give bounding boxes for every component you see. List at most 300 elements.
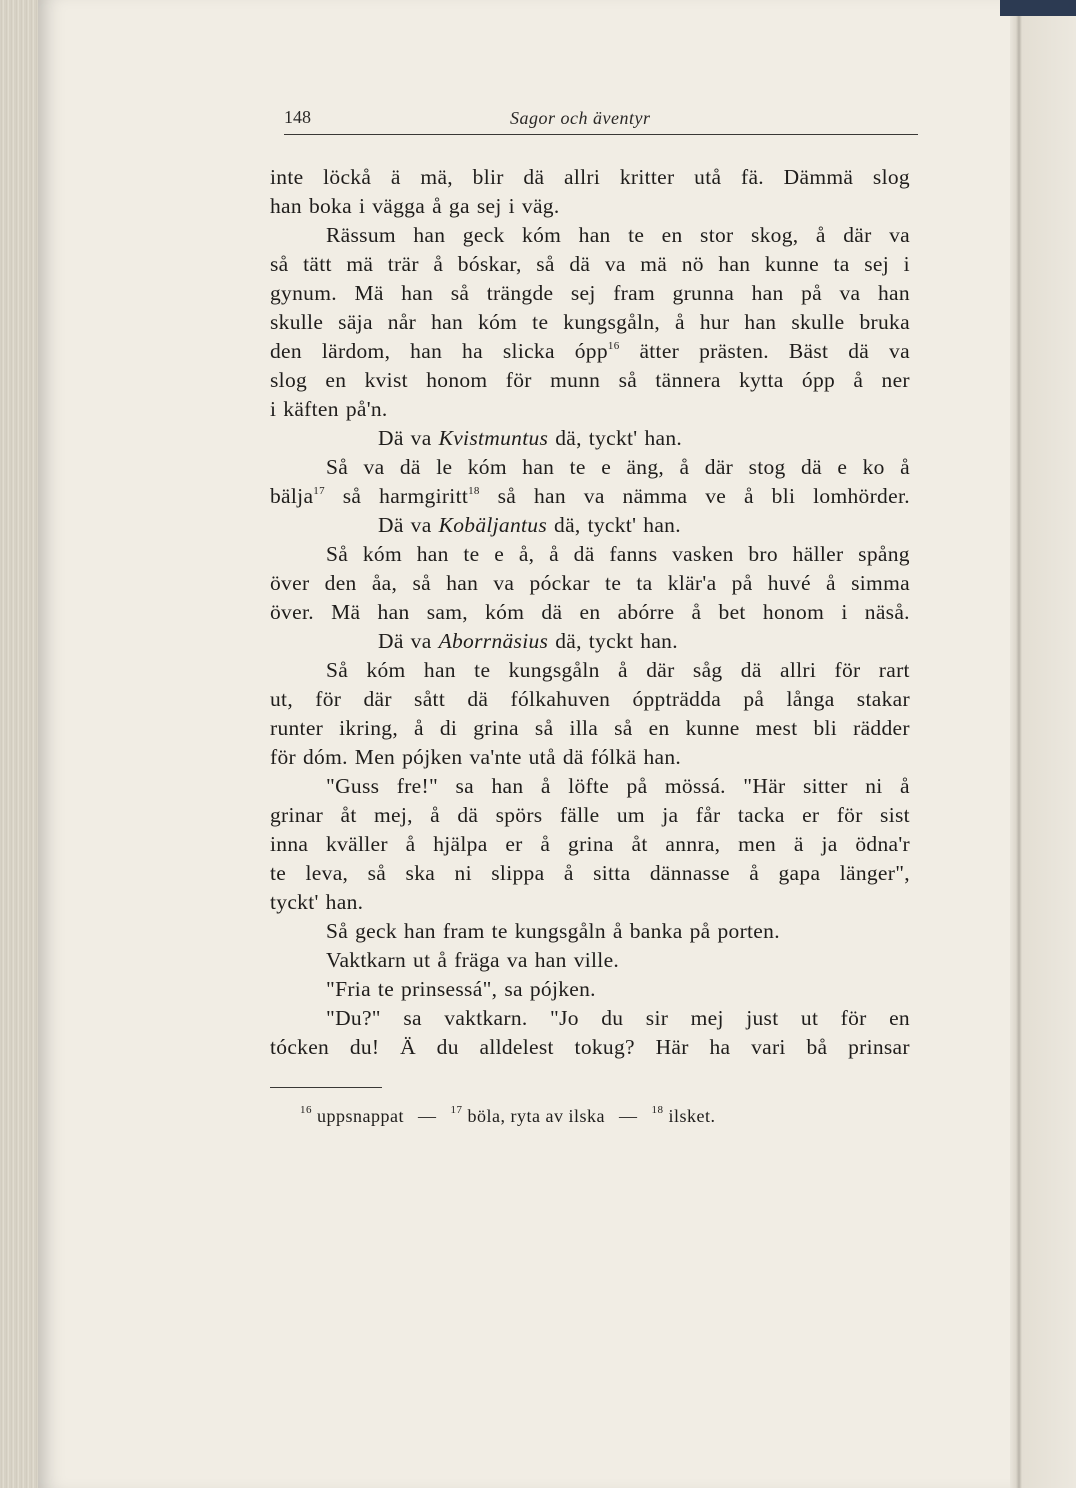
word: ä bbox=[793, 832, 804, 856]
word: Mä bbox=[354, 281, 384, 305]
page-header bbox=[284, 104, 918, 135]
word: på bbox=[626, 774, 648, 798]
footnotes bbox=[300, 1106, 729, 1127]
word: munn bbox=[550, 368, 601, 392]
word: Rässum bbox=[326, 223, 396, 247]
text-line bbox=[270, 308, 910, 337]
word: så bbox=[614, 716, 633, 740]
word: käften bbox=[283, 397, 339, 421]
word: för bbox=[840, 1006, 867, 1030]
word: nämma bbox=[622, 484, 688, 508]
footnote-separator: — bbox=[417, 1106, 437, 1126]
word: ä bbox=[390, 165, 401, 189]
word: ni bbox=[454, 861, 472, 885]
word: vägga bbox=[372, 194, 426, 218]
word: fram bbox=[613, 281, 655, 305]
word: Så bbox=[326, 658, 349, 682]
word: inte bbox=[270, 165, 304, 189]
word: harmgiritt$^{18}$ bbox=[379, 484, 480, 508]
word: tätt bbox=[303, 252, 332, 276]
word: där bbox=[843, 223, 872, 247]
word: pójken. bbox=[529, 977, 596, 1001]
word: löckå bbox=[323, 165, 372, 189]
word: dännasse bbox=[649, 861, 730, 885]
word: sa bbox=[403, 1006, 422, 1030]
word: ut, bbox=[270, 687, 293, 711]
word: bóskar, bbox=[457, 252, 522, 276]
word: va bbox=[506, 948, 528, 972]
word: honom bbox=[426, 368, 488, 392]
word: va bbox=[410, 513, 432, 537]
word: just bbox=[746, 1006, 779, 1030]
word: bet bbox=[718, 600, 746, 624]
word: sist bbox=[880, 803, 910, 827]
word: å bbox=[900, 774, 910, 798]
word: "Jo bbox=[550, 1006, 579, 1030]
word: slog bbox=[872, 165, 910, 189]
word: tyckt' bbox=[270, 890, 319, 914]
word: ut bbox=[413, 948, 431, 972]
word: så bbox=[497, 484, 517, 508]
word: ta bbox=[833, 252, 850, 276]
word: utå bbox=[528, 745, 556, 769]
word: en bbox=[325, 368, 347, 392]
word: ha bbox=[462, 339, 483, 363]
word: kóm bbox=[485, 600, 525, 624]
word: vasken bbox=[672, 542, 734, 566]
text-line bbox=[270, 424, 910, 453]
word: ko bbox=[862, 455, 885, 479]
text-line bbox=[270, 598, 910, 627]
word: mej, bbox=[373, 803, 413, 827]
word: över bbox=[270, 571, 310, 595]
word: kóm bbox=[478, 310, 518, 334]
word: te bbox=[463, 542, 480, 566]
word: rart bbox=[878, 658, 910, 682]
word: spörs bbox=[495, 803, 543, 827]
word: där bbox=[704, 455, 734, 479]
word: han bbox=[403, 919, 436, 943]
text-line bbox=[270, 221, 910, 250]
word: han bbox=[578, 223, 611, 247]
book-cover-corner bbox=[1000, 0, 1076, 16]
word: på'n. bbox=[345, 397, 388, 421]
word: mä bbox=[640, 252, 668, 276]
word: han bbox=[423, 658, 456, 682]
word: prinsar bbox=[848, 1035, 910, 1059]
word: så bbox=[618, 368, 638, 392]
word: slog bbox=[270, 368, 308, 392]
word: dóm. bbox=[302, 745, 348, 769]
word: sej bbox=[864, 252, 889, 276]
footnote-rule bbox=[270, 1087, 382, 1088]
word: e bbox=[494, 542, 505, 566]
word: va bbox=[410, 629, 432, 653]
word: å bbox=[826, 571, 836, 595]
word: tyckt' bbox=[587, 513, 637, 537]
word: óppträdda bbox=[632, 687, 722, 711]
word: han bbox=[401, 281, 434, 305]
word: å bbox=[432, 194, 442, 218]
word: han bbox=[744, 310, 777, 334]
word: te bbox=[532, 310, 549, 334]
word: inna bbox=[270, 832, 309, 856]
word: i bbox=[270, 397, 277, 421]
word: Mä bbox=[331, 600, 361, 624]
page-number: 148 bbox=[284, 107, 311, 127]
word: ska bbox=[405, 861, 436, 885]
word: ville. bbox=[573, 948, 620, 972]
text-line bbox=[270, 482, 910, 511]
text-line bbox=[270, 395, 910, 424]
word: bli bbox=[813, 716, 838, 740]
text-line bbox=[270, 540, 910, 569]
text-line bbox=[270, 627, 910, 656]
word: en bbox=[579, 600, 601, 624]
word: va bbox=[583, 484, 605, 508]
word: honom bbox=[762, 600, 825, 624]
footnote-mark: 17 bbox=[450, 1104, 463, 1116]
word: å bbox=[437, 948, 448, 972]
word: å bbox=[563, 861, 574, 885]
word: slicka bbox=[502, 339, 555, 363]
word: Kobäljantus bbox=[438, 513, 548, 537]
word: klär'a bbox=[667, 571, 717, 595]
word: för bbox=[505, 368, 532, 392]
word: i bbox=[903, 252, 910, 276]
word: gapa bbox=[778, 861, 821, 885]
word: gynum. bbox=[270, 281, 337, 305]
word: dä bbox=[541, 600, 563, 624]
word: fram bbox=[442, 919, 485, 943]
footnote-text: böla, ryta av ilska bbox=[462, 1106, 605, 1126]
word: dä bbox=[740, 658, 762, 682]
word: fre!" bbox=[396, 774, 439, 798]
word: dä, bbox=[555, 426, 582, 450]
word: han. bbox=[644, 426, 683, 450]
text-line bbox=[270, 685, 910, 714]
word: å bbox=[549, 542, 559, 566]
word: å, bbox=[518, 542, 535, 566]
word: å bbox=[618, 658, 628, 682]
word: boka bbox=[308, 194, 352, 218]
word: Så bbox=[326, 919, 349, 943]
word: banka bbox=[629, 919, 683, 943]
word: fólkä bbox=[590, 745, 637, 769]
word: kunne bbox=[685, 716, 740, 740]
text-line bbox=[270, 1004, 910, 1033]
word: i bbox=[841, 600, 848, 624]
word: å bbox=[675, 310, 685, 334]
text-line bbox=[270, 946, 910, 975]
word: å bbox=[853, 368, 864, 392]
text-line bbox=[270, 888, 910, 917]
word: um bbox=[616, 803, 645, 827]
word: åa, bbox=[371, 571, 398, 595]
word: han. bbox=[643, 513, 681, 537]
word: e bbox=[837, 455, 848, 479]
word: länger", bbox=[839, 861, 910, 885]
word: kóm bbox=[467, 455, 507, 479]
text-line bbox=[270, 511, 910, 540]
word: stakar bbox=[856, 687, 910, 711]
word: sej bbox=[476, 194, 502, 218]
word: te bbox=[270, 861, 287, 885]
footnote-text: uppsnappat bbox=[312, 1106, 404, 1126]
running-title: Sagor och äventyr bbox=[510, 108, 651, 128]
word: di bbox=[439, 716, 458, 740]
word: grunna bbox=[672, 281, 735, 305]
text-line bbox=[270, 279, 910, 308]
word: han. bbox=[640, 629, 678, 653]
word: mössá. bbox=[664, 774, 726, 798]
word: ut bbox=[800, 1006, 819, 1030]
word: ner bbox=[881, 368, 910, 392]
word: slippa bbox=[491, 861, 545, 885]
text-line bbox=[270, 569, 910, 598]
word: dä bbox=[848, 339, 870, 363]
word: va bbox=[839, 281, 861, 305]
word: i bbox=[358, 194, 366, 218]
footnote-ref: 16 bbox=[607, 340, 620, 352]
word: trängde bbox=[486, 281, 554, 305]
word: han bbox=[522, 455, 555, 479]
word: kytta bbox=[739, 368, 784, 392]
word: pójken bbox=[402, 745, 463, 769]
word: i bbox=[508, 194, 515, 218]
word: bå bbox=[806, 1035, 828, 1059]
word: bälja$^{17}$ bbox=[270, 484, 325, 508]
word: te bbox=[628, 223, 645, 247]
word: han bbox=[377, 600, 410, 624]
word: för bbox=[315, 687, 342, 711]
word: sam, bbox=[426, 600, 468, 624]
word: dä bbox=[562, 745, 584, 769]
word: för bbox=[836, 803, 863, 827]
word: bruka bbox=[859, 310, 910, 334]
word: en bbox=[661, 223, 683, 247]
word: han bbox=[877, 281, 910, 305]
word: ve bbox=[705, 484, 727, 508]
word: le bbox=[436, 455, 453, 479]
word: en bbox=[648, 716, 670, 740]
word: nö bbox=[681, 252, 704, 276]
word: trär bbox=[387, 252, 419, 276]
word: er bbox=[802, 803, 820, 827]
word: å bbox=[414, 716, 424, 740]
word: löfte bbox=[568, 774, 610, 798]
word: Så bbox=[326, 542, 349, 566]
text-line bbox=[270, 714, 910, 743]
word: tócken bbox=[270, 1035, 330, 1059]
word: han bbox=[534, 948, 567, 972]
word: sir bbox=[645, 1006, 669, 1030]
word: annra, bbox=[665, 832, 721, 856]
word: han. bbox=[643, 745, 682, 769]
word: han. bbox=[325, 890, 364, 914]
word: kóm bbox=[366, 658, 406, 682]
text-line bbox=[270, 192, 910, 221]
word: du bbox=[601, 1006, 624, 1030]
word: prinsessá", bbox=[401, 977, 498, 1001]
text-line bbox=[270, 366, 910, 395]
word: på bbox=[731, 571, 753, 595]
word: han bbox=[431, 310, 464, 334]
word: han bbox=[446, 571, 479, 595]
word: skulle bbox=[791, 310, 845, 334]
word: va bbox=[410, 426, 432, 450]
word: på bbox=[743, 687, 765, 711]
word: dä bbox=[569, 252, 591, 276]
word: så bbox=[536, 252, 555, 276]
word: tokug? bbox=[574, 1035, 635, 1059]
body-text bbox=[270, 163, 910, 1062]
word: så bbox=[342, 484, 362, 508]
word: allri bbox=[564, 165, 601, 189]
word: ta bbox=[636, 571, 653, 595]
word: dä bbox=[399, 455, 421, 479]
word: te bbox=[474, 658, 491, 682]
word: Dä bbox=[378, 426, 404, 450]
word: sa bbox=[504, 977, 523, 1001]
word: leva, bbox=[305, 861, 349, 885]
word: alldelest bbox=[479, 1035, 554, 1059]
word: åt bbox=[340, 803, 357, 827]
word: såg bbox=[692, 658, 723, 682]
word: Kvistmuntus bbox=[438, 426, 549, 450]
word: bro bbox=[748, 542, 778, 566]
word: tacka bbox=[737, 803, 785, 827]
text-line bbox=[270, 801, 910, 830]
word: allri bbox=[780, 658, 817, 682]
word: va bbox=[604, 252, 626, 276]
text-line bbox=[270, 656, 910, 685]
word: på bbox=[689, 919, 711, 943]
word: han bbox=[718, 252, 751, 276]
text-line bbox=[270, 337, 910, 366]
word: dä bbox=[467, 687, 489, 711]
word: runter bbox=[270, 716, 324, 740]
word: lärdom, bbox=[321, 339, 391, 363]
word: äng, bbox=[626, 455, 665, 479]
word: kunne bbox=[764, 252, 819, 276]
word: den bbox=[324, 571, 357, 595]
word: geck bbox=[462, 223, 505, 247]
word: ikring, bbox=[339, 716, 398, 740]
word: häller bbox=[792, 542, 844, 566]
word: å bbox=[691, 600, 702, 624]
word: kungsgåln, bbox=[563, 310, 661, 334]
word: du bbox=[436, 1035, 459, 1059]
word: å bbox=[405, 832, 416, 856]
word: utå bbox=[694, 165, 722, 189]
word: spång bbox=[858, 542, 910, 566]
footnote-item bbox=[651, 1106, 715, 1126]
word: Ä bbox=[400, 1035, 416, 1059]
word: va'nte bbox=[469, 745, 522, 769]
word: ópp$^{16}$ bbox=[574, 339, 620, 363]
word: där bbox=[646, 658, 675, 682]
facing-page-edge bbox=[1010, 0, 1076, 1488]
word: å bbox=[540, 774, 551, 798]
word: mest bbox=[755, 716, 798, 740]
word: å bbox=[679, 455, 690, 479]
word: bli bbox=[771, 484, 796, 508]
word: å bbox=[815, 223, 826, 247]
footnote-text: ilsket. bbox=[663, 1106, 716, 1126]
text-line bbox=[270, 830, 910, 859]
word: får bbox=[695, 803, 721, 827]
word: sått bbox=[414, 687, 446, 711]
word: ödna'r bbox=[855, 832, 910, 856]
word: dä, bbox=[555, 629, 582, 653]
word: Dä bbox=[378, 513, 404, 537]
word: å bbox=[749, 861, 760, 885]
word: han bbox=[751, 281, 784, 305]
word: så bbox=[412, 571, 431, 595]
word: å bbox=[540, 832, 551, 856]
footnote-mark: 18 bbox=[651, 1104, 664, 1116]
word: tännera bbox=[655, 368, 721, 392]
word: kungsgåln bbox=[514, 919, 606, 943]
text-line bbox=[270, 163, 910, 192]
word: fräga bbox=[454, 948, 500, 972]
text-line bbox=[270, 772, 910, 801]
word: er bbox=[505, 832, 523, 856]
word: du! bbox=[349, 1035, 380, 1059]
footnote-item bbox=[450, 1106, 604, 1126]
word: å bbox=[612, 919, 623, 943]
word: säja bbox=[338, 310, 373, 334]
word: huvé bbox=[767, 571, 811, 595]
word: så bbox=[450, 281, 470, 305]
word: "Du?" bbox=[326, 1006, 381, 1030]
word: så bbox=[534, 716, 554, 740]
word: kritter bbox=[619, 165, 675, 189]
word: han bbox=[270, 194, 302, 218]
word: Bäst bbox=[788, 339, 829, 363]
word: e bbox=[601, 455, 612, 479]
word: tyckt bbox=[588, 629, 634, 653]
word: sej bbox=[570, 281, 596, 305]
word: hur bbox=[699, 310, 730, 334]
word: för bbox=[270, 745, 296, 769]
word: ni bbox=[865, 774, 883, 798]
footnote-item bbox=[300, 1106, 404, 1126]
text-line bbox=[270, 250, 910, 279]
word: kungsgåln bbox=[508, 658, 600, 682]
word: fólkahuven bbox=[510, 687, 611, 711]
footnote-mark: 16 bbox=[300, 1104, 312, 1116]
word: "Guss bbox=[326, 774, 380, 798]
footnote-ref: 17 bbox=[313, 485, 325, 497]
word: kvist bbox=[364, 368, 408, 392]
page-edges bbox=[0, 0, 42, 1488]
word: Dämmä bbox=[783, 165, 854, 189]
word: dä bbox=[523, 165, 545, 189]
word: fä. bbox=[741, 165, 764, 189]
word: vari bbox=[751, 1035, 786, 1059]
word: blir bbox=[472, 165, 504, 189]
word: "Fria bbox=[326, 977, 371, 1001]
footnote-ref: 18 bbox=[468, 485, 480, 497]
word: dä, bbox=[554, 513, 581, 537]
footnote-separator: — bbox=[618, 1106, 638, 1126]
word: grinar bbox=[270, 803, 324, 827]
text-line bbox=[270, 917, 910, 946]
word: vaktkarn. bbox=[444, 1006, 528, 1030]
word: va bbox=[493, 571, 515, 595]
